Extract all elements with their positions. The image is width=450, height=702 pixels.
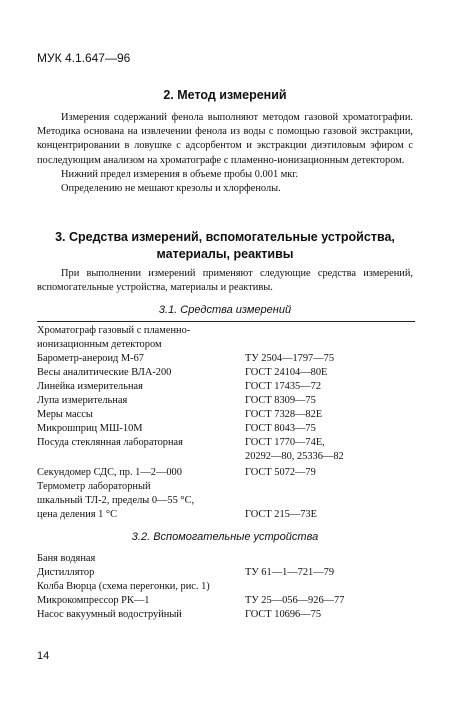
table-top-rule [37, 321, 415, 322]
item-name: Лупа измерительная [37, 395, 128, 406]
page-number: 14 [37, 650, 50, 662]
item-name: Посуда стеклянная лабораторная [37, 437, 183, 448]
item-name: Микрокомпрессор РК—1 [37, 595, 150, 606]
section-3-intro [37, 267, 413, 295]
item-standard: ТУ 2504—1797—75 [245, 353, 335, 364]
item-name: Термометр лабораторный [37, 481, 151, 492]
item-name: Весы аналитические ВЛА-200 [37, 367, 172, 378]
item-name: шкальный ТЛ-2, пределы 0—55 °С, [37, 495, 195, 506]
item-standard: ГОСТ 7328—82Е [245, 409, 323, 420]
item-standard: ГОСТ 10696—75 [245, 609, 322, 620]
section-3-title-line2: материалы, реактивы [156, 247, 294, 261]
item-standard: ГОСТ 1770—74Е, [245, 437, 325, 448]
section-2-body [37, 111, 413, 196]
item-standard: ГОСТ 215—73Е [245, 509, 317, 520]
section-2-title: 2. Метод измерений [163, 88, 287, 102]
item-name: Линейка измерительная [37, 381, 143, 392]
item-name: Секундомер СДС, пр. 1—2—000 [37, 467, 182, 478]
item-standard: ГОСТ 8043—75 [245, 423, 316, 434]
section-3-title-line1: 3. Средства измерений, вспомогательные устройства, [55, 230, 395, 244]
item-standard: ГОСТ 8309—75 [245, 395, 316, 406]
item-name: Хроматограф газовый с пламенно- [37, 325, 191, 336]
item-name: Микрошприц МШ-10М [37, 423, 143, 434]
subsection-3-1-title: 3.1. Средства измерений [158, 304, 292, 316]
item-standard: ГОСТ 5072—79 [245, 467, 316, 478]
item-standard: ГОСТ 24104—80Е [245, 367, 328, 378]
item-standard: ТУ 25—056—926—77 [245, 595, 345, 606]
subsection-3-2-title: 3.2. Вспомогательные устройства [131, 531, 319, 543]
item-name: Насос вакуумный водоструйный [37, 609, 182, 620]
running-header: МУК 4.1.647—96 [37, 51, 131, 65]
intro-paragraph: При выполнении измерений применяют следующие средства измерений, вспомогательные устройства, материалы и реактивы. [37, 268, 413, 294]
item-name: Баня водяная [37, 553, 96, 564]
item-standard: ТУ 61—1—721—79 [245, 567, 335, 578]
item-name: Барометр-анероид М-67 [37, 353, 144, 364]
item-standard: 20292—80, 25336—82 [245, 451, 344, 462]
item-name: цена деления 1 °С [37, 509, 118, 520]
detection-limit-paragraph: Нижний предел измерения в объеме пробы 0.001 мкг. [61, 168, 299, 180]
method-paragraph: Измерения содержаний фенола выполняют методом газовой хроматографии. Методика основана на извлечении фенола из воды с помощью газовой экстракции, концентрировании в ловушке с адсорбентом и экстракции диэтиловым эфиром с последующим анализом на хроматографе с пламенно-ионизационным детектором. [37, 112, 413, 166]
interference-paragraph: Определению не мешают крезолы и хлорфенолы. [61, 183, 281, 195]
item-standard: ГОСТ 17435—72 [245, 381, 322, 392]
item-name: Дистиллятор [37, 567, 95, 578]
item-name: ионизационным детектором [37, 339, 162, 350]
item-name: Меры массы [37, 409, 93, 420]
item-name: Колба Вюрца (схема перегонки, рис. 1) [37, 581, 210, 592]
